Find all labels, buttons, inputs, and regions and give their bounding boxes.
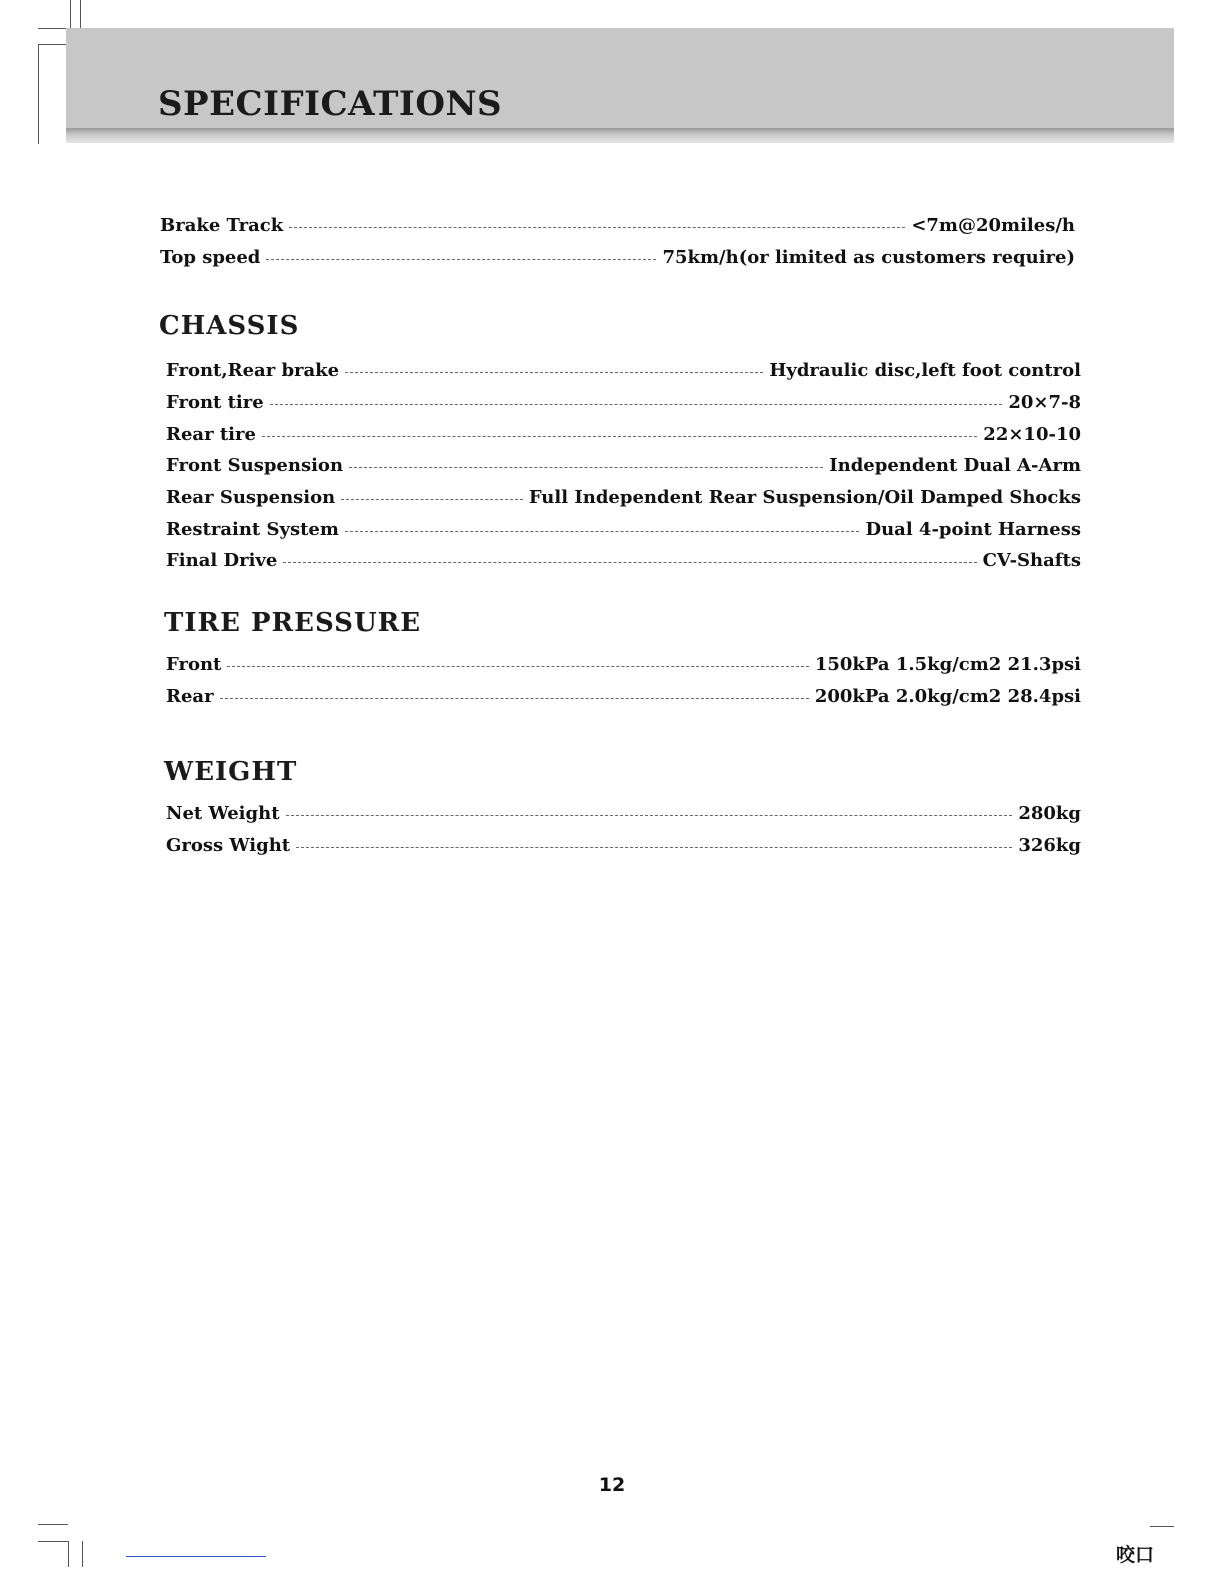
spec-label: Front tire — [166, 391, 264, 413]
spec-label: Rear — [166, 685, 214, 707]
spec-label: Final Drive — [166, 549, 278, 571]
spec-row-gross-weight — [166, 830, 1081, 860]
spec-label: Front — [166, 653, 222, 675]
crop-mark — [38, 1541, 68, 1542]
spec-value: Full Independent Rear Suspension/Oil Damped Shocks — [528, 486, 1081, 508]
spec-value: 280kg — [1018, 802, 1081, 824]
spec-value: 150kPa 1.5kg/cm2 21.3psi — [814, 653, 1081, 675]
crop-mark — [1150, 1526, 1174, 1527]
spec-row-front-suspension — [166, 450, 1081, 480]
section-heading-chassis: CHASSIS — [159, 311, 300, 341]
dot-leader — [289, 227, 905, 228]
spec-label: Rear Suspension — [166, 486, 336, 508]
spec-row-front-pressure — [166, 649, 1081, 679]
spec-label: Brake Track — [160, 214, 284, 236]
dot-leader — [262, 436, 977, 437]
crop-mark — [80, 0, 81, 30]
header-rule — [66, 128, 1174, 143]
spec-value: 75km/h(or limited as customers require) — [662, 246, 1075, 268]
dot-leader — [283, 562, 976, 563]
spec-label: Front,Rear brake — [166, 359, 340, 381]
section-heading-tire-pressure: TIRE PRESSURE — [164, 608, 422, 638]
dot-leader — [286, 815, 1013, 816]
spec-row-net-weight — [166, 798, 1081, 828]
spec-label: Top speed — [160, 246, 261, 268]
spec-row-brake-track — [160, 210, 1075, 240]
crop-mark — [38, 1524, 68, 1525]
corner-mark-text: 咬口 — [1116, 1544, 1155, 1566]
crop-mark — [82, 1541, 83, 1567]
footer-link-underline — [126, 1556, 266, 1557]
spec-value: <7m@20miles/h — [911, 214, 1075, 236]
dot-leader — [296, 847, 1012, 848]
dot-leader — [266, 259, 656, 260]
page-title: SPECIFICATIONS — [158, 84, 503, 124]
spec-value: 326kg — [1018, 834, 1081, 856]
spec-value: CV-Shafts — [982, 549, 1081, 571]
spec-label: Restraint System — [166, 518, 339, 540]
spec-label: Gross Wight — [166, 834, 291, 856]
dot-leader — [270, 404, 1003, 405]
spec-label: Front Suspension — [166, 454, 344, 476]
spec-value: Hydraulic disc,left foot control — [769, 359, 1081, 381]
dot-leader — [341, 499, 523, 500]
spec-label: Rear tire — [166, 423, 256, 445]
spec-row-rear-pressure — [166, 681, 1081, 711]
spec-row-final-drive — [166, 545, 1081, 575]
spec-label: Net Weight — [166, 802, 280, 824]
spec-row-brakes — [166, 355, 1081, 385]
spec-value: 20×7-8 — [1008, 391, 1081, 413]
dot-leader — [349, 467, 823, 468]
spec-value: Independent Dual A-Arm — [829, 454, 1081, 476]
spec-row-restraint-system — [166, 514, 1081, 544]
spec-value: 22×10-10 — [983, 423, 1081, 445]
crop-mark — [68, 1541, 69, 1567]
spec-row-rear-suspension — [166, 482, 1081, 512]
dot-leader — [345, 372, 763, 373]
section-heading-weight: WEIGHT — [164, 757, 298, 787]
spec-value: 200kPa 2.0kg/cm2 28.4psi — [814, 685, 1081, 707]
spec-row-top-speed — [160, 242, 1075, 272]
dot-leader — [220, 698, 809, 699]
dot-leader — [227, 666, 808, 667]
spec-value: Dual 4-point Harness — [865, 518, 1081, 540]
spec-row-rear-tire — [166, 419, 1081, 449]
dot-leader — [345, 531, 860, 532]
page-number: 12 — [598, 1474, 626, 1496]
crop-mark — [38, 44, 39, 144]
spec-row-front-tire — [166, 387, 1081, 417]
